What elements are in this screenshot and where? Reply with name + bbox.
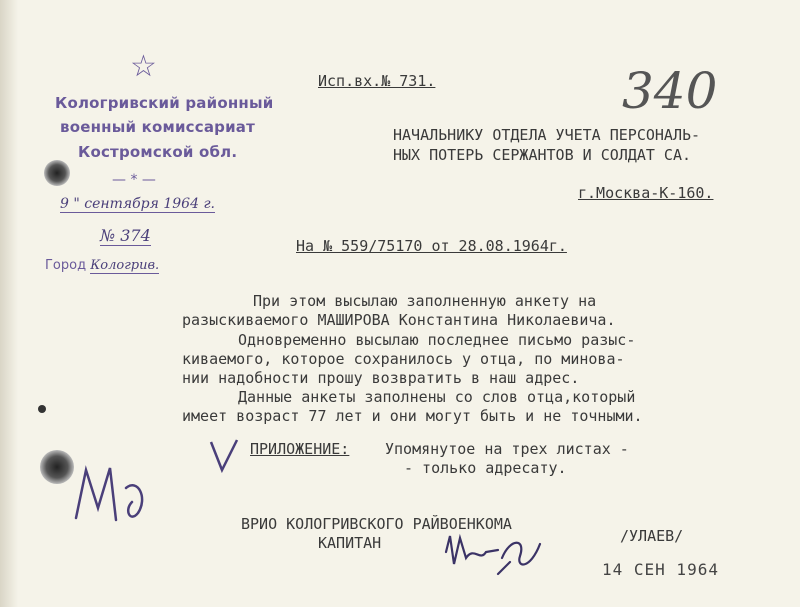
addressee-line-1: НАЧАЛЬНИКУ ОТДЕЛА УЧЕТА ПЕРСОНАЛЬ- — [393, 126, 701, 144]
received-date-stamp: 14 СЕН 1964 — [602, 560, 719, 579]
stamp-city-value: Кологрив. — [90, 258, 160, 273]
stamp-date: 9 " сентября 1964 г. — [60, 196, 215, 212]
handwritten-signature — [440, 528, 550, 576]
signature-title-line-2: КАПИТАН — [318, 534, 382, 552]
incoming-reference: На № 559/75170 от 28.08.1964г. — [296, 237, 567, 255]
ink-speck — [38, 405, 46, 413]
body-line: имеет возраст 77 лет и они могут быть и не точными. — [182, 407, 643, 425]
body-line: Данные анкеты заполнены со слов отца,который — [238, 388, 636, 406]
stamp-line-2: военный комиссариат — [60, 118, 256, 136]
handwritten-number: 340 — [622, 62, 718, 120]
signatory-name: /УЛАЕВ/ — [620, 527, 684, 545]
body-line: киваемого, которое сохранилось у отца, по минова- — [182, 350, 625, 368]
stamp-separator: — * — — [112, 172, 156, 188]
outgoing-reference: Исп.вх.№ 731. — [318, 72, 436, 90]
body-line: При этом высылаю заполненную анкету на — [253, 292, 597, 310]
body-line: нии надобности прошу возвратить в наш адрес. — [182, 369, 580, 387]
signature-title-line-1: ВРИО КОЛОГРИВСКОГО РАЙВОЕНКОМА — [241, 515, 512, 533]
stamp-city-label: Город — [45, 258, 87, 273]
addressee-city: г.Москва-К-160. — [578, 184, 714, 202]
body-line: Одновременно высылаю последнее письмо разыс- — [238, 331, 636, 349]
punch-hole-top — [44, 160, 70, 186]
check-mark-icon — [208, 438, 240, 474]
stamp-line-1: Кологривский районный — [55, 94, 274, 112]
page-edge-shadow — [0, 0, 18, 607]
margin-handwriting — [68, 458, 163, 533]
attachment-line-2: - только адресату. — [404, 459, 567, 477]
body-line: разыскиваемого МАШИРОВА Константина Николаевича. — [182, 311, 616, 329]
stamp-city — [45, 258, 159, 274]
stamp-line-3: Костромской обл. — [78, 143, 238, 161]
attachment-line-1: Упомянутое на трех листах - — [385, 440, 629, 458]
addressee-line-2: НЫХ ПОТЕРЬ СЕРЖАНТОВ И СОЛДАТ СА. — [393, 146, 692, 164]
attachment-label: ПРИЛОЖЕНИЕ: — [250, 440, 350, 458]
stamp-number: № 374 — [100, 226, 151, 245]
star-icon: ☆ — [130, 49, 157, 84]
